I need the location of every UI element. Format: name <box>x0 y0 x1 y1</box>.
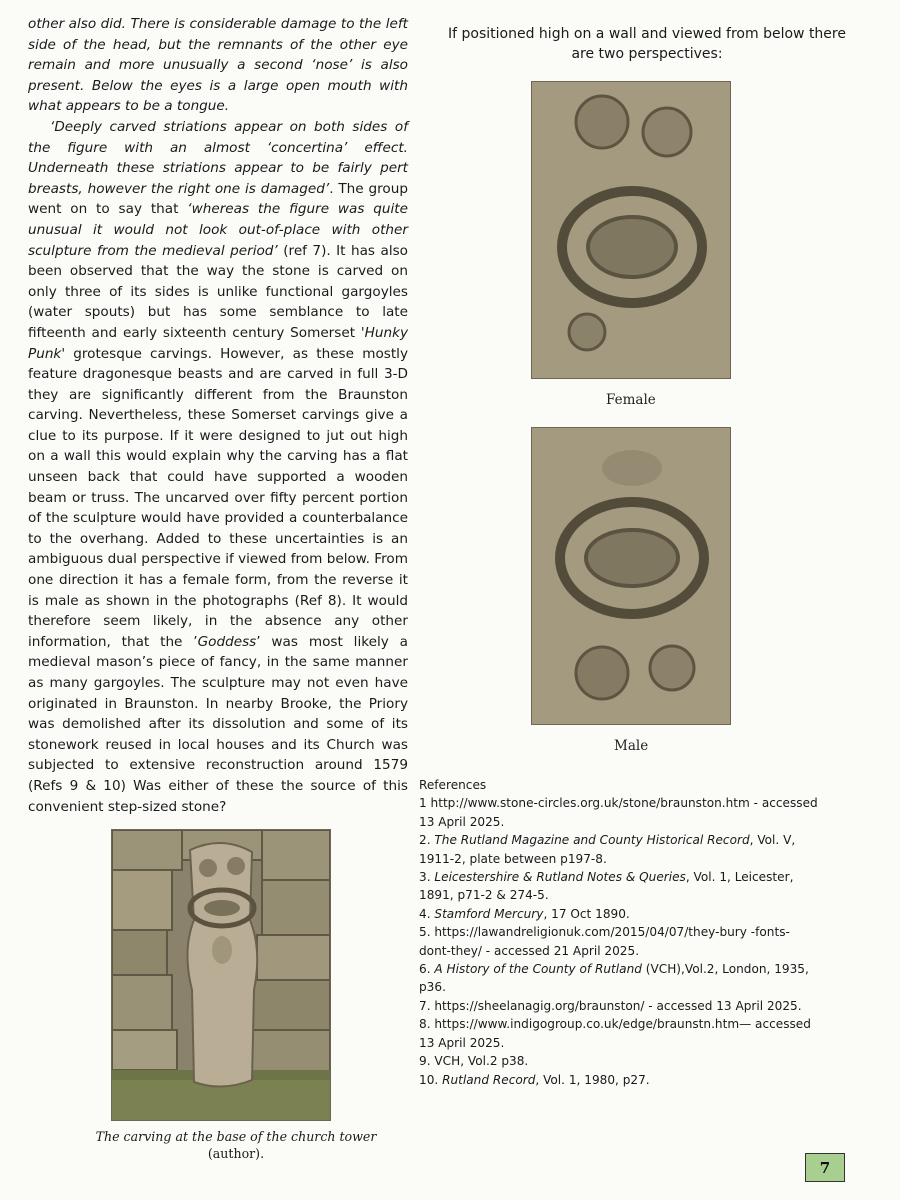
church-tower-photo-caption: The carving at the base of the church tower (author). <box>95 1129 377 1161</box>
church-tower-carving-photo <box>112 830 330 1120</box>
female-perspective-photo <box>532 82 730 378</box>
reference-item: 10. Rutland Record, Vol. 1, 1980, p27. <box>419 1072 650 1087</box>
perspectives-intro: If positioned high on a wall and viewed from below there are two perspectives: <box>448 26 846 62</box>
reference-item: 9. VCH, Vol.2 p38. <box>419 1054 529 1069</box>
reference-item: 1 http://www.stone-circles.org.uk/stone/braunston.htm - accessed 13 April 2025. <box>419 796 818 829</box>
male-carving-image <box>532 428 730 724</box>
female-caption: Female <box>606 392 656 408</box>
reference-item: 3. Leicestershire & Rutland Notes & Queries, Vol. 1, Leicester, 1891, p71-2 & 274-5. <box>419 870 794 903</box>
male-perspective-photo <box>532 428 730 724</box>
left-column <box>28 14 408 817</box>
reference-item: 7. https://sheelanagig.org/braunston/ - accessed 13 April 2025. <box>419 998 802 1013</box>
paragraph-1: other also did. There is considerable damage to the left side of the head, but the remnants of the other eye remain and more unusually a second ‘nose’ is also present. Below the eyes is a large open mouth with what appears to be a tongue. <box>28 16 408 115</box>
page-number: 7 <box>805 1153 845 1182</box>
reference-item: 2. The Rutland Magazine and County Historical Record, Vol. V, 1911-2, plate between p197-8. <box>419 833 796 866</box>
references-list <box>419 794 819 1089</box>
paragraph-2: ‘Deeply carved striations appear on both sides of the figure with an almost ‘concertina’ effect. Underneath these striations appear to be fairly pert breasts, however the right one is damaged’. The group went on to say that ‘whereas the figure was quite unusual it would not look out-of-place with other sculpture from the medieval period’ (ref 7). It has also been observed that the way the stone is carved on only three of its sides is unlike functional gargoyles (water spouts) but has some semblance to late fifteenth and early sixteenth century Somerset 'Hunky Punk' grotesque carvings. However, as these mostly feature dragonesque beasts and are carved in full 3-D they are significantly different from the Braunston carving. Nevertheless, these Somerset carvings give a clue to its purpose. If it were designed to jut out high on a wall this would explain why the carving has a flat unseen back that could have supported a wooden beam or truss. The uncarved over fifty percent portion of the sculpture would have provided a counterbalance to the overhang. Added to these uncertainties is an ambiguous dual perspective if viewed from below. From one direction it has a female form, from the reverse it is male as shown in the photographs (Ref 8). It would therefore seem likely, in the absence any other information, that the ’Goddess’ was most likely a medieval mason’s piece of fancy, in the same manner as many gargoyles. The sculpture may not even have originated in Braunston. In nearby Brooke, the Priory was demolished after its dissolution and some of its stonework reused in local houses and its Church was subjected to extensive reconstruction around 1579 (Refs 9 & 10) Was either of these the source of this convenient step-sized stone? <box>28 118 408 815</box>
reference-item: 4. Stamford Mercury, 17 Oct 1890. <box>419 906 630 921</box>
references <box>419 776 819 1089</box>
male-caption: Male <box>614 738 649 754</box>
reference-item: 6. A History of the County of Rutland (VCH),Vol.2, London, 1935, p36. <box>419 962 809 995</box>
reference-item: 8. https://www.indigogroup.co.uk/edge/braunstn.htm— accessed 13 April 2025. <box>419 1017 811 1050</box>
references-heading: References <box>419 778 487 792</box>
reference-item: 5. https://lawandreligionuk.com/2015/04/07/they-bury -fonts-dont-they/ - accessed 21 April 2025. <box>419 925 790 958</box>
church-tower-carving-image <box>112 830 330 1120</box>
female-carving-image <box>532 82 730 378</box>
